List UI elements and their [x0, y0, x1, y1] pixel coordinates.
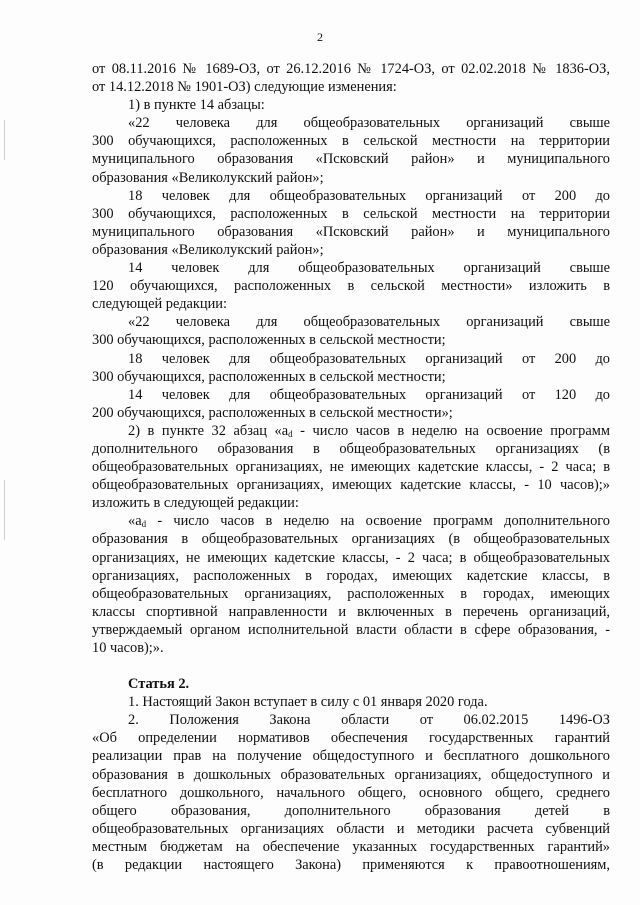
text-line: общеобразовательных организациях области и методики расчета субвенций	[92, 820, 610, 837]
paragraph-gap	[92, 657, 610, 675]
text-line: реализации прав на получение общедоступного и бесплатного дошкольного	[92, 748, 610, 765]
subscript: d	[288, 428, 293, 439]
text-line: муниципального образования «Псковский район» и муниципального	[92, 223, 610, 240]
text-line: «Об определении нормативов обеспечения государственных гарантий	[92, 730, 610, 747]
text-line	[92, 422, 610, 440]
text-line: классы спортивной направленности и включенных в перечень организаций,	[92, 603, 610, 620]
text-line: 200 обучающихся, расположенных в сельской местности»;	[92, 404, 453, 421]
text-fragment: «a	[128, 513, 142, 530]
text-line: 14 человек для общеобразовательных организаций от 120 до	[128, 386, 610, 403]
text-line: общеобразовательных организациях, расположенных в городах, имеющих	[92, 585, 610, 602]
text-line: 300 обучающихся, расположенных в сельской местности;	[92, 368, 446, 385]
text-line: бесплатного дошкольного, начального общего, основного общего, среднего	[92, 784, 610, 801]
text-line: общеобразовательных организациях, имеющих кадетские классы, - 10 часов);»	[92, 477, 610, 494]
text-line: 18 человек для общеобразовательных организаций от 200 до	[128, 187, 610, 204]
text-line: изложить в следующей редакции:	[92, 495, 299, 512]
text-line: образования «Великолукский район»;	[92, 241, 324, 258]
text-line: 14 человек для общеобразовательных организаций свыше	[128, 260, 610, 277]
text-line: от 14.12.2018 № 1901-ОЗ) следующие изменения:	[92, 79, 397, 96]
text-line: муниципального образования «Псковский район» и муниципального	[92, 151, 610, 168]
text-line: образования в общеобразовательных организациях (в общеобразовательных	[92, 531, 610, 548]
text-line: «22 человека для общеобразовательных организаций свыше	[128, 115, 610, 132]
text-fragment: 2) в пункте 32 абзац «a	[128, 422, 289, 439]
document-body	[92, 60, 610, 874]
text-line: (в редакции настоящего Закона) применяются к правоотношениям,	[92, 857, 610, 874]
text-line: 1. Настоящий Закон вступает в силу с 01 января 2020 года.	[128, 694, 488, 711]
text-line: 1) в пункте 14 абзацы:	[128, 97, 265, 114]
text-line: 10 часов);».	[92, 640, 164, 656]
text-line: утверждаемый органом исполнительной власти области в сфере образования, -	[92, 621, 610, 638]
text-line: дополнительного образования в общеобразовательных организациях (в	[92, 440, 610, 457]
text-line: 2. Положения Закона области от 06.02.2015 1496-ОЗ	[128, 712, 610, 729]
text-line: «22 человека для общеобразовательных организаций свыше	[128, 314, 610, 331]
text-line: образования «Великолукский район»;	[92, 169, 324, 186]
article-heading: Статья 2.	[128, 676, 190, 693]
page-number: 2	[317, 30, 323, 44]
text-line: 300 обучающихся, расположенных в сельской местности на территории	[92, 205, 610, 222]
scan-edge-mark	[4, 480, 5, 540]
text-line: от 08.11.2016 № 1689-ОЗ, от 26.12.2016 № 1724-ОЗ, от 02.02.2018 № 1836-ОЗ,	[92, 61, 610, 77]
text-line: 300 обучающихся, расположенных в сельской местности;	[92, 332, 446, 349]
text-line	[92, 512, 610, 530]
text-line: 300 обучающихся, расположенных в сельской местности на территории	[92, 133, 610, 150]
text-line: организациях, расположенных в городах, имеющих кадетские классы, в	[92, 567, 610, 584]
text-line: 18 человек для общеобразовательных организаций от 200 до	[128, 350, 610, 367]
text-line: местным бюджетам на обеспечение указанных государственных гарантий»	[92, 838, 610, 855]
text-line: общеобразовательных организациях, не имеющих кадетские классы, - 2 часа; в	[92, 459, 610, 476]
text-line: 120 обучающихся, расположенных в сельской местности» изложить в	[92, 278, 610, 295]
text-fragment: - число часов в неделю на освоение программ	[292, 422, 610, 439]
text-line: общего образования, дополнительного образования детей в	[92, 802, 610, 819]
text-line: следующей редакции:	[92, 296, 227, 313]
subscript: d	[141, 519, 147, 530]
text-line: образования в дошкольных образовательных организациях, общедоступного и	[92, 766, 610, 783]
scan-edge-mark	[4, 120, 5, 160]
text-fragment: - число часов в неделю на освоение программ дополнительного	[146, 513, 610, 530]
text-line: организациях, не имеющих кадетские классы, - 2 часа; в общеобразовательных	[92, 549, 610, 566]
